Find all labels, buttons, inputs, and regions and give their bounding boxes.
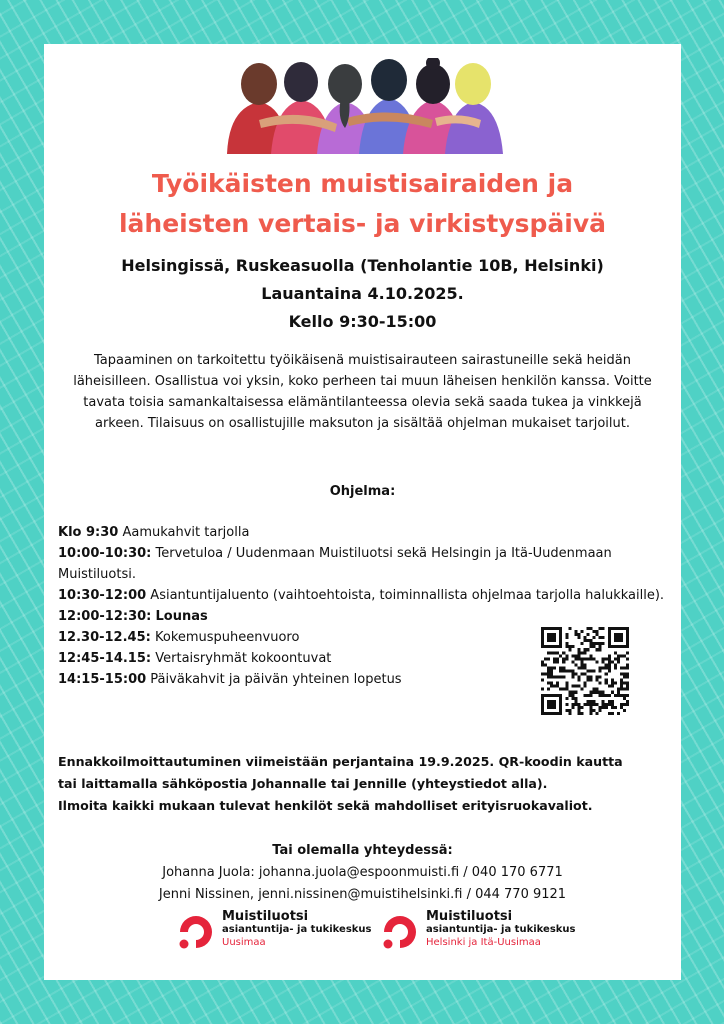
program-item-time: 10:00-10:30:: [58, 546, 152, 561]
event-date: Lauantaina 4.10.2025.: [261, 284, 464, 303]
qr-code-icon[interactable]: [541, 627, 629, 715]
program-item: [58, 522, 667, 543]
contact-johanna: Johanna Juola: johanna.juola@espoonmuisti.fi / 040 170 6771: [162, 865, 563, 880]
program-item: [58, 606, 667, 627]
program-item-text: Lounas: [155, 609, 208, 624]
program-item-time: 14:15-15:00: [58, 672, 147, 687]
program-item-time: 12.30-12.45:: [58, 630, 151, 645]
program-item-text: Vertaisryhmät kokoontuvat: [155, 651, 332, 666]
registration-line-2: tai laittamalla sähköpostia Johannalle tai Jennille (yhteystiedot alla).: [58, 776, 548, 791]
program-item-text: Kokemuspuheenvuoro: [154, 630, 300, 645]
contact-jenni: Jenni Nissinen, jenni.nissinen@muistihelsinki.fi / 044 770 9121: [158, 887, 567, 902]
program-item-time: Klo 9:30: [58, 525, 119, 540]
intro-paragraph: Tapaaminen on tarkoitettu työikäisenä muistisairauteen sairastuneille sekä heidän läheisilleen. Osallistua voi yksin, koko perheen tai muun läheisen henkilön kanssa. Voitte tavata toisia samankaltaisessa elämäntilanteessa olevia sekä saada tukea ja vinkkejä arkeen. Tilaisuus on osallistujille maksuton ja sisältää ohjelman mukaiset tarjoilut.: [73, 353, 652, 431]
logo-muistiluotsi-uusimaa: [174, 910, 374, 956]
program-item-time: 12:00-12:30:: [58, 609, 152, 624]
contact-heading: Tai olemalla yhteydessä:: [272, 843, 453, 858]
muistiluotsi-logo-icon: [174, 910, 218, 954]
flyer-card: [44, 44, 681, 980]
logo-name: Muistiluotsi: [426, 909, 513, 924]
title-line-1: Työikäisten muistisairaiden ja: [151, 169, 574, 198]
event-details: [44, 252, 681, 336]
title-line-2: läheisten vertais- ja virkistyspäivä: [118, 209, 607, 238]
event-title: [44, 164, 681, 244]
logo-subtitle: asiantuntija- ja tukikeskus: [426, 924, 576, 935]
group-illustration: [219, 58, 509, 154]
event-time: Kello 9:30-15:00: [288, 312, 437, 331]
program-item-text: Tervetuloa / Uudenmaan Muistiluotsi sekä Helsingin ja Itä-Uudenmaan Muistiluotsi.: [58, 546, 612, 582]
muistiluotsi-logo-icon: [378, 910, 422, 954]
event-location: Helsingissä, Ruskeasuolla (Tenholantie 10B, Helsinki): [121, 256, 604, 275]
logo-muistiluotsi-helsinki: [378, 910, 598, 956]
program-heading: Ohjelma:: [329, 484, 396, 499]
registration-line-1: Ennakkoilmoittautuminen viimeistään perjantaina 19.9.2025. QR-koodin kautta: [58, 754, 623, 769]
program-item-time: 10:30-12:00: [58, 588, 147, 603]
program-item: [58, 543, 667, 585]
logo-region: Helsinki ja Itä-Uusimaa: [426, 937, 541, 948]
program-item-time: 12:45-14.15:: [58, 651, 152, 666]
program-item-text: Asiantuntijaluento (vaihtoehtoista, toiminnallista ohjelmaa tarjolla halukkaille).: [150, 588, 665, 603]
program-item-text: Aamukahvit tarjolla: [122, 525, 250, 540]
logo-region: Uusimaa: [222, 937, 266, 948]
registration-info: [58, 751, 667, 817]
program-item: [58, 585, 667, 606]
contact-info: [44, 840, 681, 906]
registration-line-3: Ilmoita kaikki mukaan tulevat henkilöt sekä mahdolliset erityisruokavaliot.: [58, 798, 593, 813]
program-item-text: Päiväkahvit ja päivän yhteinen lopetus: [150, 672, 402, 687]
logo-name: Muistiluotsi: [222, 909, 309, 924]
logo-subtitle: asiantuntija- ja tukikeskus: [222, 924, 372, 935]
